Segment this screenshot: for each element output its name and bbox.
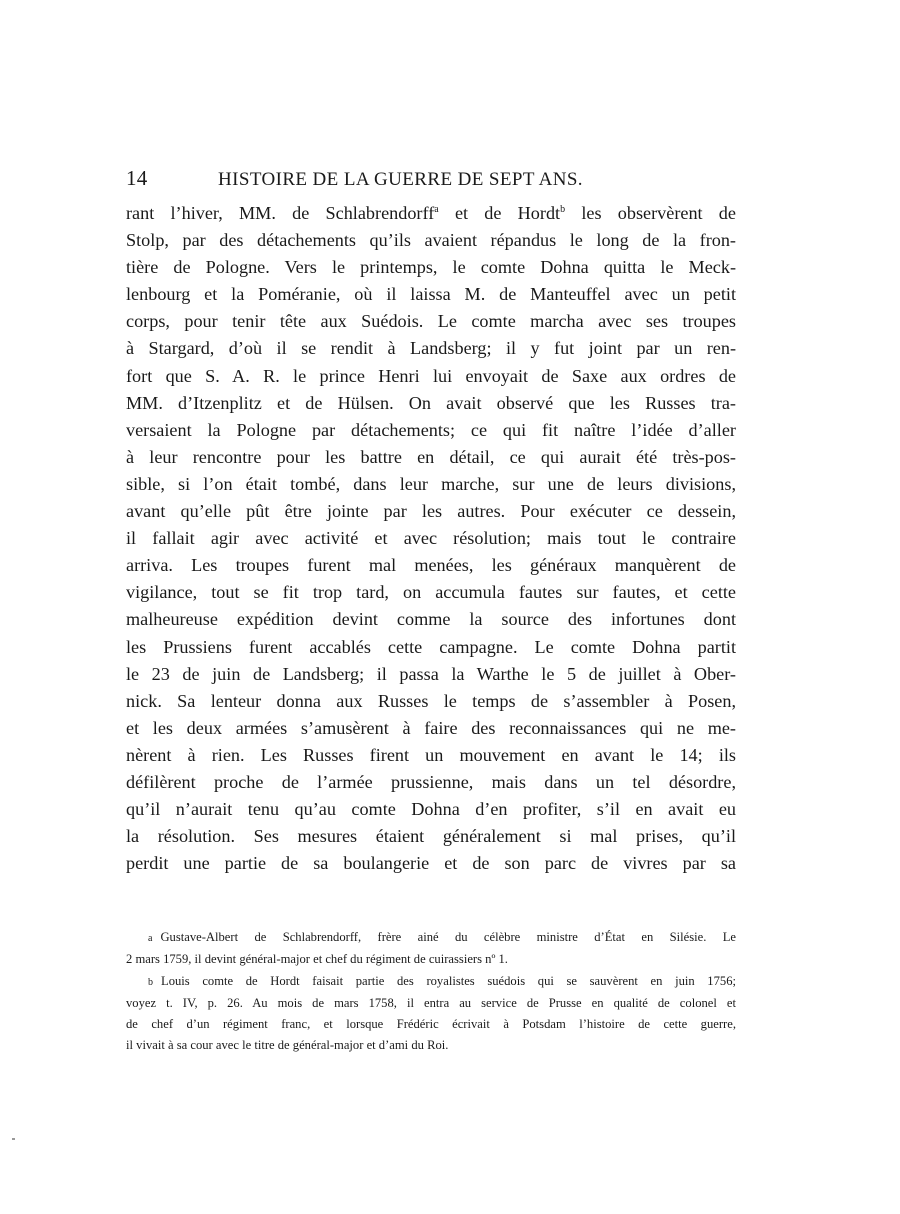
body-line: le 23 de juin de Landsberg; il passa la Warthe le 5 de juillet à Ober- bbox=[126, 663, 736, 684]
footnote-line: 2 mars 1759, il devint général-major et chef du régiment de cuirassiers nº 1. bbox=[126, 952, 508, 967]
body-line bbox=[126, 200, 736, 227]
footnote-line: de chef d’un régiment franc, et lorsque Frédéric écrivait à Potsdam l’histoire de cette guerre, bbox=[126, 1017, 736, 1032]
body-line: qu’il n’aurait tenu qu’au comte Dohna d’en profiter, s’il en avait eu bbox=[126, 799, 736, 820]
body-line: Stolp, par des détachements qu’ils avaient répandus le long de la fron- bbox=[126, 230, 736, 251]
body-line: à leur rencontre pour les battre en détail, ce qui aurait été très-pos- bbox=[126, 446, 736, 467]
running-head bbox=[126, 166, 736, 200]
body-line: tière de Pologne. Vers le printemps, le comte Dohna quitta le Meck- bbox=[126, 257, 736, 278]
running-title: HISTOIRE DE LA GUERRE DE SEPT ANS. bbox=[218, 169, 583, 190]
body-line: lenbourg et la Poméranie, où il laissa M. de Manteuffel avec un petit bbox=[126, 284, 736, 305]
body-line: les Prussiens furent accablés cette campagne. Le comte Dohna partit bbox=[126, 636, 736, 657]
body-line: MM. d’Itzenplitz et de Hülsen. On avait observé que les Russes tra- bbox=[126, 392, 736, 413]
footnote-ref-a[interactable]: a bbox=[434, 204, 439, 215]
footnote-line bbox=[126, 971, 736, 993]
footnote-mark-a: a bbox=[148, 933, 153, 945]
footnote-a bbox=[126, 927, 736, 970]
footnote-line bbox=[126, 927, 736, 949]
footnote-text: Louis comte de Hordt faisait partie des royalistes suédois qui se sauvèrent en juin 1756; bbox=[161, 974, 736, 989]
body-line: sible, si l’on était tombé, dans leur marche, sur une de leurs divisions, bbox=[126, 473, 736, 494]
footnotes bbox=[126, 927, 736, 1056]
footnote-line: il vivait à sa cour avec le titre de général-major et d’ami du Roi. bbox=[126, 1038, 449, 1053]
body-line: il fallait agir avec activité et avec résolution; mais tout le contraire bbox=[126, 528, 736, 549]
body-line: avant qu’elle pût être jointe par les autres. Pour exécuter ce dessein, bbox=[126, 501, 736, 522]
body-line: perdit une partie de sa boulangerie et de son parc de vivres par sa bbox=[126, 853, 736, 874]
body-line: malheureuse expédition devint comme la source des infortunes dont bbox=[126, 609, 736, 630]
body-line: fort que S. A. R. le prince Henri lui envoyait de Saxe aux ordres de bbox=[126, 365, 736, 386]
body-line: à Stargard, d’où il se rendit à Landsberg; il y fut joint par un ren- bbox=[126, 338, 736, 359]
body-line: défilèrent proche de l’armée prussienne, mais dans un tel désordre, bbox=[126, 771, 736, 792]
body-line: versaient la Pologne par détachements; ce qui fit naître l’idée d’aller bbox=[126, 419, 736, 440]
footnote-ref-b[interactable]: b bbox=[560, 204, 566, 215]
footnote-line: voyez t. IV, p. 26. Au mois de mars 1758, il entra au service de Prusse en qualité de colonel et bbox=[126, 996, 736, 1011]
footnote-b bbox=[126, 971, 736, 1056]
body-line: nick. Sa lenteur donna aux Russes le temps de s’assembler à Posen, bbox=[126, 690, 736, 711]
body-text bbox=[126, 200, 736, 877]
book-page bbox=[126, 166, 736, 1057]
footnote-mark-b: b bbox=[148, 977, 153, 989]
footnote-text: Gustave-Albert de Schlabrendorff, frère ainé du célèbre ministre d’État en Silésie. Le bbox=[160, 930, 736, 945]
body-line: nèrent à rien. Les Russes firent un mouvement en avant le 14; ils bbox=[126, 744, 736, 765]
body-line-text: rant l’hiver, MM. de Schlabrendorff bbox=[126, 203, 435, 223]
body-line-text: et de Hordt bbox=[438, 203, 561, 223]
body-line: arriva. Les troupes furent mal menées, les généraux manquèrent de bbox=[126, 555, 736, 576]
page-number: 14 bbox=[126, 166, 148, 190]
body-line: corps, pour tenir tête aux Suédois. Le comte marcha avec ses troupes bbox=[126, 311, 736, 332]
body-line-text: les observèrent de bbox=[565, 203, 736, 223]
body-line: la résolution. Ses mesures étaient généralement si mal prises, qu’il bbox=[126, 826, 736, 847]
scan-speck bbox=[12, 1138, 15, 1140]
body-line: et les deux armées s’amusèrent à faire des reconnaissances qui ne me- bbox=[126, 717, 736, 738]
body-line: vigilance, tout se fit trop tard, on accumula fautes sur fautes, et cette bbox=[126, 582, 736, 603]
